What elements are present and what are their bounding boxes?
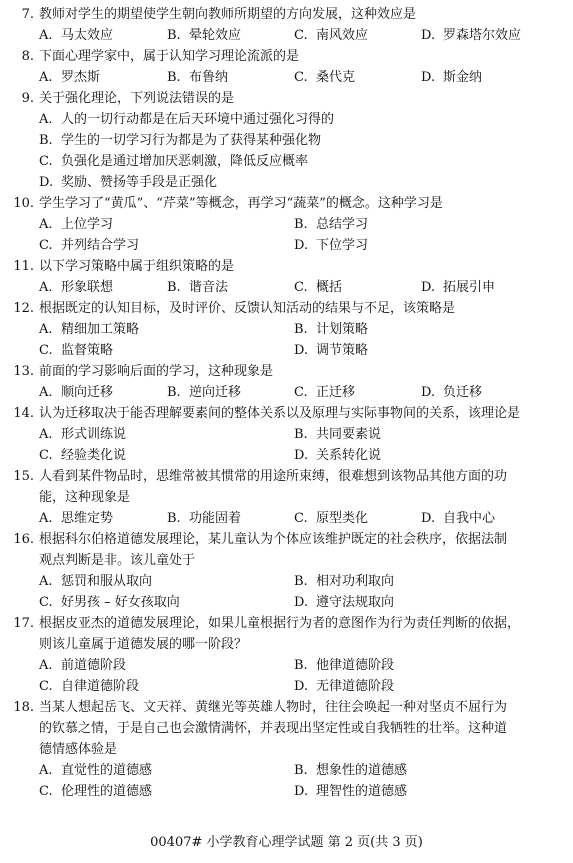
question-stem-continuation: [0, 634, 573, 655]
option-letter: C.: [294, 28, 308, 43]
option-text: 惩罚和服从取向: [61, 574, 153, 589]
option-letter: B.: [167, 385, 181, 400]
question-stem-text: 德情感体验是: [39, 742, 118, 757]
option-b: [294, 319, 368, 340]
option-letter: B.: [294, 217, 308, 232]
option-letter: D.: [39, 175, 54, 190]
question-block: [0, 88, 573, 193]
option-letter: A.: [39, 280, 53, 295]
question-stem-text: 认为迁移取决于能否理解要素间的整体关系以及原理与实际事物间的关系，该理论是: [39, 406, 521, 421]
option-text: 负强化是通过增加厌恶刺激，降低反应概率: [61, 154, 309, 169]
question-stem-line: [0, 298, 573, 319]
option-letter: C.: [39, 679, 53, 694]
option-text: 伦理性的道德感: [61, 784, 153, 799]
question-stem-line: [0, 403, 573, 424]
option-letter: D.: [421, 385, 436, 400]
option-letter: D.: [421, 28, 436, 43]
option-a: [39, 571, 152, 592]
question-number: 8.: [21, 49, 34, 64]
option-b: [294, 655, 394, 676]
option-d: [421, 25, 521, 46]
option-d: [294, 235, 368, 256]
option-a: [39, 214, 113, 235]
option-letter: C.: [39, 448, 53, 463]
option-c: [294, 382, 355, 403]
question-stem-continuation: [0, 550, 573, 571]
option-letter: A.: [39, 217, 53, 232]
option-b: [294, 424, 381, 445]
option-c: [39, 445, 126, 466]
option-letter: D.: [294, 343, 309, 358]
question-number: 18.: [13, 700, 34, 715]
question-block: [0, 529, 573, 613]
option-a: [39, 319, 139, 340]
question-block: [0, 193, 573, 256]
option-d: [421, 277, 495, 298]
option-text: 布鲁纳: [189, 70, 229, 85]
option-text: 上位学习: [61, 217, 114, 232]
option-text: 谐音法: [189, 280, 229, 295]
question-stem-text: 教师对学生的期望使学生朝向教师所期望的方向发展，这种效应是: [39, 7, 417, 22]
option-a: [39, 67, 100, 88]
option-letter: C.: [294, 70, 308, 85]
question-block: [0, 298, 573, 361]
option-row: [0, 214, 573, 235]
option-text: 无律道德阶段: [316, 679, 395, 694]
question-stem-line: [0, 529, 573, 550]
option-c: [39, 592, 180, 613]
option-row: [0, 445, 573, 466]
option-c: [39, 781, 152, 802]
option-text: 奖励、赞扬等手段是正强化: [61, 175, 218, 190]
option-row: [0, 130, 573, 151]
option-letter: B.: [167, 280, 181, 295]
option-c: [294, 277, 342, 298]
question-block: [0, 403, 573, 466]
option-text: 拓展引申: [443, 280, 496, 295]
option-letter: B.: [294, 658, 308, 673]
question-number: 12.: [13, 301, 34, 316]
option-text: 调节策略: [316, 343, 369, 358]
option-letter: B.: [167, 28, 181, 43]
question-block: [0, 613, 573, 697]
option-a: [39, 277, 113, 298]
option-c: [294, 67, 355, 88]
page-footer: 00407# 小学教育心理学试题 第 2 页(共 3 页): [150, 835, 423, 850]
question-number: 15.: [13, 469, 34, 484]
question-stem-text: 前面的学习影响后面的学习，这种现象是: [39, 364, 274, 379]
option-letter: B.: [39, 133, 53, 148]
question-number: 17.: [13, 616, 34, 631]
option-letter: D.: [294, 448, 309, 463]
option-row: [0, 781, 573, 802]
option-text: 南风效应: [316, 28, 369, 43]
option-text: 正迁移: [316, 385, 356, 400]
question-stem-text: 以下学习策略中属于组织策略的是: [39, 259, 235, 274]
option-text: 顺向迁移: [61, 385, 114, 400]
option-text: 桑代克: [316, 70, 356, 85]
option-b: [294, 760, 407, 781]
question-stem-continuation: [0, 739, 573, 760]
option-row: [0, 319, 573, 340]
question-stem-text: 则该儿童属于道德发展的哪一阶段？: [39, 637, 248, 652]
question-number: 9.: [21, 91, 34, 106]
option-c: [39, 676, 139, 697]
option-text: 想象性的道德感: [316, 763, 408, 778]
option-letter: C.: [39, 343, 53, 358]
question-number: 11.: [13, 259, 34, 274]
question-stem-text: 根据既定的认知目标，及时评价、反馈认知活动的结果与不足，该策略是: [39, 301, 456, 316]
option-text: 斯金纳: [443, 70, 483, 85]
option-row: [0, 151, 573, 172]
option-text: 遵守法规取向: [316, 595, 395, 610]
option-b: [39, 130, 321, 151]
question-number: 13.: [13, 364, 34, 379]
option-text: 下位学习: [316, 238, 369, 253]
question-stem-text: 当某人想起岳飞、文天祥、黄继光等英雄人物时，往往会唤起一种对坚贞不屈行为: [39, 700, 508, 715]
option-d: [294, 676, 394, 697]
option-text: 他律道德阶段: [316, 658, 395, 673]
question-number: 14.: [13, 406, 34, 421]
option-b: [294, 571, 394, 592]
option-letter: D.: [421, 511, 436, 526]
option-b: [167, 508, 241, 529]
question-stem-text: 根据科尔伯格道德发展理论，某儿童认为个体应该维护既定的社会秩序，依据法制: [39, 532, 508, 547]
option-letter: D.: [294, 238, 309, 253]
option-row: [0, 676, 573, 697]
option-letter: A.: [39, 763, 53, 778]
option-a: [39, 508, 113, 529]
question-stem-text: 下面心理学家中，属于认知学习理论流派的是: [39, 49, 300, 64]
question-stem-line: [0, 88, 573, 109]
option-letter: D.: [294, 784, 309, 799]
option-row: [0, 277, 573, 298]
option-letter: C.: [294, 385, 308, 400]
question-stem-line: [0, 613, 573, 634]
option-d: [421, 67, 482, 88]
option-row: [0, 109, 573, 130]
option-a: [39, 109, 334, 130]
option-d: [421, 508, 495, 529]
option-text: 原型类化: [316, 511, 369, 526]
option-b: [167, 277, 228, 298]
option-a: [39, 424, 126, 445]
question-stem-line: [0, 193, 573, 214]
option-text: 罗森塔尔效应: [443, 28, 522, 43]
option-letter: A.: [39, 658, 53, 673]
question-block: [0, 361, 573, 403]
option-b: [167, 382, 241, 403]
option-row: [0, 25, 573, 46]
question-block: [0, 46, 573, 88]
option-text: 晕轮效应: [189, 28, 242, 43]
question-stem-text: 关于强化理论，下列说法错误的是: [39, 91, 235, 106]
question-stem-line: [0, 46, 573, 67]
option-text: 逆向迁移: [189, 385, 242, 400]
option-row: [0, 655, 573, 676]
option-row: [0, 424, 573, 445]
option-text: 前道德阶段: [61, 658, 127, 673]
option-text: 直觉性的道德感: [61, 763, 153, 778]
option-text: 理智性的道德感: [316, 784, 408, 799]
option-text: 共同要素说: [316, 427, 382, 442]
option-text: 经验类化说: [61, 448, 127, 463]
option-row: [0, 571, 573, 592]
option-d: [421, 382, 482, 403]
option-letter: A.: [39, 28, 53, 43]
question-block: [0, 4, 573, 46]
option-text: 思维定势: [61, 511, 114, 526]
option-text: 形象联想: [61, 280, 114, 295]
option-letter: A.: [39, 427, 53, 442]
option-letter: B.: [294, 427, 308, 442]
option-letter: C.: [39, 595, 53, 610]
option-letter: C.: [39, 238, 53, 253]
question-stem-text: 的钦慕之情，于是自己也会激情满怀，并表现出坚定性或自我牺牲的壮举。这种道: [39, 721, 508, 736]
option-text: 精细加工策略: [61, 322, 140, 337]
question-block: [0, 697, 573, 802]
option-text: 人的一切行动都是在后天环境中通过强化习得的: [61, 112, 335, 127]
option-c: [39, 235, 139, 256]
option-c: [39, 151, 308, 172]
option-letter: A.: [39, 574, 53, 589]
question-stem-text: 观点判断是非。该儿童处于: [39, 553, 196, 568]
question-stem-line: [0, 697, 573, 718]
option-letter: C.: [39, 784, 53, 799]
option-c: [294, 25, 368, 46]
option-a: [39, 382, 113, 403]
option-letter: B.: [294, 574, 308, 589]
option-text: 概括: [316, 280, 343, 295]
option-letter: A.: [39, 70, 53, 85]
option-text: 监督策略: [61, 343, 114, 358]
question-stem-line: [0, 361, 573, 382]
option-text: 关系转化说: [316, 448, 382, 463]
option-a: [39, 760, 152, 781]
option-b: [167, 25, 241, 46]
option-text: 学生的一切学习行为都是为了获得某种强化物: [61, 133, 322, 148]
option-d: [39, 172, 217, 193]
option-text: 负迁移: [443, 385, 483, 400]
option-letter: D.: [294, 595, 309, 610]
question-block: [0, 466, 573, 529]
option-d: [294, 781, 407, 802]
question-stem-line: [0, 4, 573, 25]
option-c: [294, 508, 368, 529]
option-d: [294, 592, 394, 613]
option-letter: B.: [294, 322, 308, 337]
option-row: [0, 172, 573, 193]
option-row: [0, 508, 573, 529]
option-letter: B.: [167, 511, 181, 526]
option-letter: A.: [39, 385, 53, 400]
option-letter: C.: [294, 511, 308, 526]
option-a: [39, 655, 126, 676]
question-number: 16.: [13, 532, 34, 547]
option-letter: B.: [294, 763, 308, 778]
option-text: 总结学习: [316, 217, 369, 232]
question-stem-text: 能，这种现象是: [39, 490, 131, 505]
option-row: [0, 382, 573, 403]
option-text: 罗杰斯: [61, 70, 101, 85]
option-letter: C.: [39, 154, 53, 169]
option-b: [294, 214, 368, 235]
question-stem-text: 人看到某件物品时，思维常被其惯常的用途所束缚，很难想到该物品其他方面的功: [39, 469, 508, 484]
option-a: [39, 25, 113, 46]
option-text: 并列结合学习: [61, 238, 140, 253]
question-block: [0, 256, 573, 298]
option-text: 形式训练说: [61, 427, 127, 442]
option-text: 马太效应: [61, 28, 114, 43]
option-row: [0, 235, 573, 256]
question-stem-line: [0, 466, 573, 487]
option-letter: A.: [39, 112, 53, 127]
option-row: [0, 760, 573, 781]
option-text: 功能固着: [189, 511, 242, 526]
option-letter: B.: [167, 70, 181, 85]
option-text: 自律道德阶段: [61, 679, 140, 694]
option-b: [167, 67, 228, 88]
option-text: 相对功利取向: [316, 574, 395, 589]
option-d: [294, 340, 368, 361]
option-letter: A.: [39, 322, 53, 337]
option-letter: D.: [421, 70, 436, 85]
option-text: 计划策略: [316, 322, 369, 337]
option-letter: D.: [294, 679, 309, 694]
option-row: [0, 592, 573, 613]
question-stem-continuation: [0, 487, 573, 508]
option-row: [0, 340, 573, 361]
option-c: [39, 340, 113, 361]
question-stem-text: 学生学习了“黄瓜”、“芹菜”等概念，再学习“蔬菜”的概念。这种学习是: [39, 196, 443, 211]
option-d: [294, 445, 381, 466]
question-number: 10.: [13, 196, 34, 211]
option-letter: A.: [39, 511, 53, 526]
question-stem-text: 根据皮亚杰的道德发展理论，如果儿童根据行为者的意图作为行为责任判断的依据，: [39, 616, 521, 631]
option-letter: D.: [421, 280, 436, 295]
option-text: 好男孩 – 好女孩取向: [61, 595, 180, 610]
option-text: 自我中心: [443, 511, 496, 526]
option-row: [0, 67, 573, 88]
question-number: 7.: [21, 7, 34, 22]
option-letter: C.: [294, 280, 308, 295]
question-stem-continuation: [0, 718, 573, 739]
question-stem-line: [0, 256, 573, 277]
